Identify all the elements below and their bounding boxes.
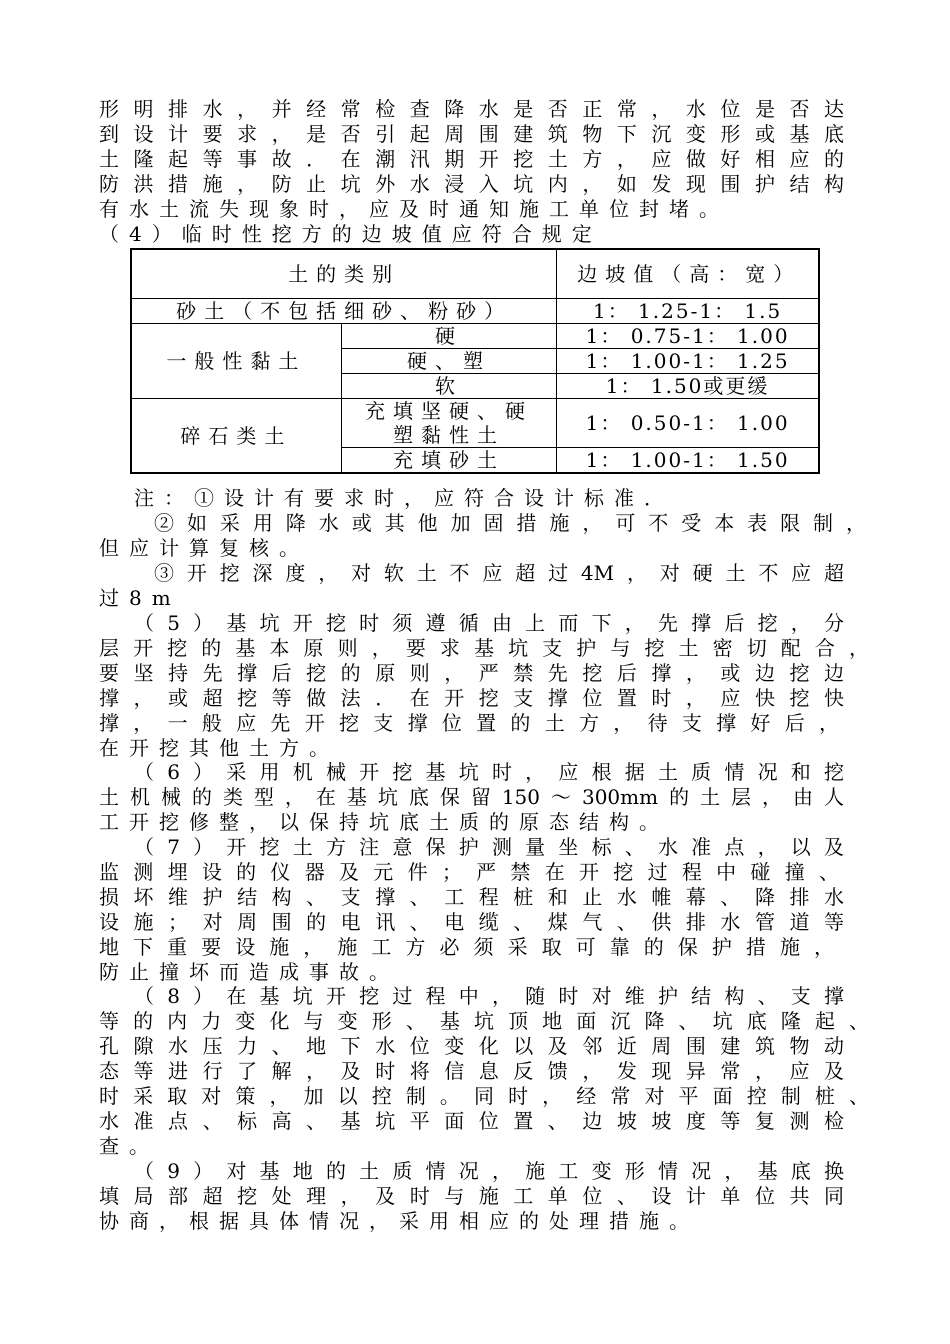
gravel-value: 1： 1.00-1： 1.50 (557, 448, 819, 474)
clay-sub: 硬 (341, 324, 556, 349)
paragraph-line: （5）基坑开挖时须遵循由上而下，先撑后挖，分 (134, 611, 844, 635)
note-line: ②如采用降水或其他加固措施，可不受本表限制， (154, 511, 866, 535)
clay-value: 1： 0.75-1： 1.00 (557, 324, 819, 349)
clay-sub: 硬、塑 (341, 349, 556, 374)
sand-label: 砂土（不包括细砂、粉砂） (131, 299, 557, 324)
clay-label: 一般性黏土 (131, 324, 341, 399)
paragraph-line: 要坚持先撑后挖的原则，严禁先挖后撑，或边挖边 (99, 661, 844, 685)
paragraph-line: 等的内力变化与变形、基坑顶地面沉降、坑底隆起、 (99, 1009, 869, 1033)
paragraph-line: 协商，根据具体情况，采用相应的处理措施。 (99, 1209, 699, 1233)
note-line: 注：①设计有要求时，应符合设计标准． (134, 486, 674, 510)
table-header-row (131, 249, 819, 299)
note-line: ③开挖深度，对软土不应超过4M，对硬土不应超 (154, 561, 844, 585)
note-line: 过8m (99, 586, 181, 610)
header-soil-type: 土的类别 (131, 249, 557, 299)
slope-table (130, 248, 820, 474)
paragraph-line: 土机械的类型，在基坑底保留150～300mm的土层，由人 (99, 785, 844, 809)
table-row (131, 324, 819, 349)
paragraph-line: 层开挖的基本原则，要求基坑支护与挖土密切配合， (99, 636, 869, 660)
paragraph-line: （6）采用机械开挖基坑时，应根据土质情况和挖 (134, 760, 844, 784)
intro-line: 防洪措施，防止坑外水浸入坑内，如发现围护结构 (99, 172, 844, 196)
paragraph-line: 时采取对策，加以控制。同时，经常对平面控制桩、 (99, 1084, 869, 1108)
gravel-sub: 充填坚硬、硬塑黏性土 (341, 399, 556, 448)
paragraph-line: 防止撞坏而造成事故。 (99, 960, 399, 984)
clay-value: 1： 1.00-1： 1.25 (557, 349, 819, 374)
paragraph-line: 查。 (99, 1134, 159, 1158)
paragraph-line: 工开挖修整，以保持坑底土质的原态结构。 (99, 810, 669, 834)
gravel-sub: 充填砂土 (341, 448, 556, 474)
table-row (131, 299, 819, 324)
intro-line: 土隆起等事故．在潮汛期开挖土方，应做好相应的 (99, 147, 844, 171)
table-row (131, 399, 819, 448)
paragraph-line: （9）对基地的土质情况，施工变形情况，基底换 (134, 1159, 844, 1183)
intro-line: 有水土流失现象时，应及时通知施工单位封堵。 (99, 197, 729, 221)
paragraph-line: 撑，一般应先开挖支撑位置的土方，待支撑好后， (99, 711, 839, 735)
paragraph-line: 设施；对周围的电讯、电缆、煤气、供排水管道等 (99, 910, 844, 934)
gravel-label: 碎石类土 (131, 399, 341, 474)
paragraph-line: 地下重要设施，施工方必须采取可靠的保护措施， (99, 935, 834, 959)
clay-value: 1： 1.50或更缓 (557, 374, 819, 399)
gravel-value: 1： 0.50-1： 1.00 (557, 399, 819, 448)
paragraph-line: 监测埋设的仪器及元件；严禁在开挖过程中碰撞、 (99, 860, 839, 884)
intro-line: 形明排水，并经常检查降水是否正常，水位是否达 (99, 97, 844, 121)
clay-sub: 软 (341, 374, 556, 399)
paragraph-line: 孔隙水压力、地下水位变化以及邻近周围建筑物动 (99, 1034, 844, 1058)
intro-line: 到设计要求，是否引起周围建筑物下沉变形或基底 (99, 122, 844, 146)
paragraph-line: 撑，或超挖等做法．在开挖支撑位置时，应快挖快 (99, 686, 844, 710)
sand-value: 1： 1.25-1： 1.5 (557, 299, 819, 324)
section-heading: （4）临时性挖方的边坡值应符合规定 (99, 222, 602, 246)
paragraph-line: 填局部超挖处理，及时与施工单位、设计单位共同 (99, 1184, 844, 1208)
paragraph-line: 水准点、标高、基坑平面位置、边坡坡度等复测检 (99, 1109, 844, 1133)
note-line: 但应计算复核。 (99, 536, 309, 560)
paragraph-line: （7）开挖土方注意保护测量坐标、水准点，以及 (134, 835, 844, 859)
header-slope-value: 边坡值（高：宽） (557, 249, 819, 299)
paragraph-line: （8）在基坑开挖过程中，随时对维护结构、支撑 (134, 984, 844, 1008)
paragraph-line: 损坏维护结构、支撑、工程桩和止水帷幕、降排水 (99, 885, 844, 909)
paragraph-line: 在开挖其他土方。 (99, 736, 339, 760)
paragraph-line: 态等进行了解，及时将信息反馈，发现异常，应及 (99, 1059, 844, 1083)
